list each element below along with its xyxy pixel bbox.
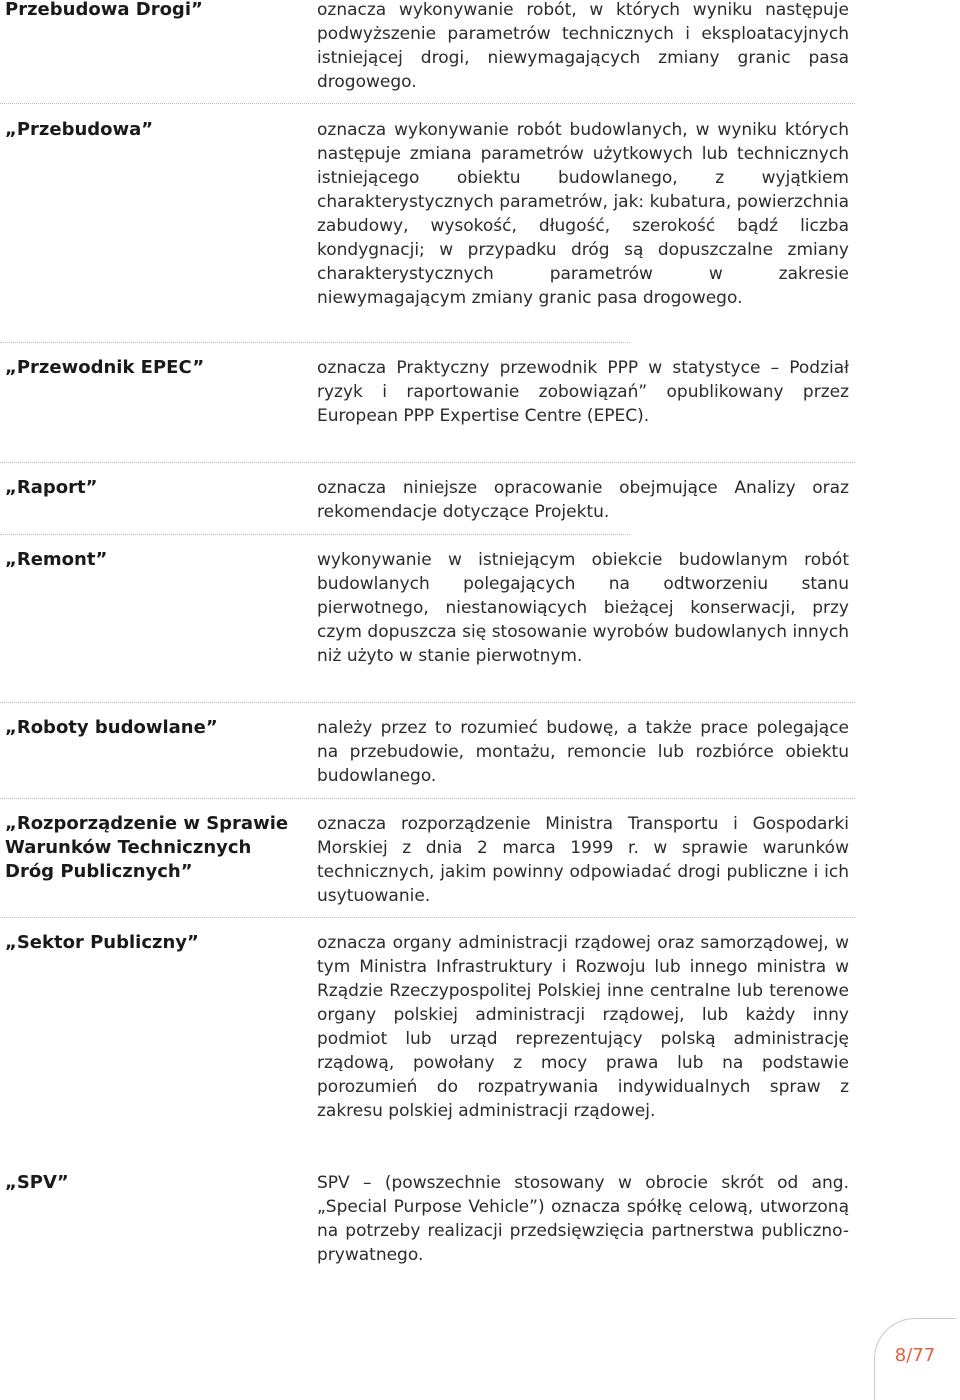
divider [0, 702, 855, 703]
divider [0, 462, 855, 463]
divider [0, 798, 855, 799]
term-label: „Rozporządzenie w Sprawie Warunków Technicznych Dróg Publicznych” [5, 813, 289, 882]
divider [0, 342, 630, 343]
term-label: „Przebudowa” [5, 119, 154, 140]
term-definition: należy przez to rozumieć budowę, a także prace polegające na przebudowie, montażu, remoncie lub rozbiórce obiektu budowlanego. [317, 718, 849, 786]
term-label: „Przewodnik EPEC” [5, 357, 205, 378]
term-definition: oznacza wykonywanie robót budowlanych, w wyniku których następuje zmiana parametrów użytkowych lub technicznych istniejącego obiektu budowlanego, z wyjątkiem charakterystycznych parametrów, jak: kubatura, powierzchnia zabudowy, wysokość, długość, szerokość bądź liczba kondygnacji; w przypadku dróg są dopuszczalne zmiany charakterystycznych parametrów w zakresie niewymagającym zmiany granic pasa drogowego. [317, 120, 849, 308]
divider [0, 103, 855, 104]
term-definition: oznacza niniejsze opracowanie obejmujące Analizy oraz rekomendacje dotyczące Projektu. [317, 478, 849, 522]
divider [0, 534, 630, 535]
term-label: „SPV” [5, 1172, 69, 1193]
term-definition: oznacza Praktyczny przewodnik PPP w statystyce – Podział ryzyk i raportowanie zobowiązań” opublikowany przez European PPP Expertise Centre (EPEC). [317, 358, 849, 426]
term-label: „Sektor Publiczny” [5, 932, 199, 953]
term-label: „Remont” [5, 549, 108, 570]
page-number: 8/77 [894, 1345, 936, 1366]
term-label: Przebudowa Drogi” [5, 0, 203, 20]
term-definition: SPV – (powszechnie stosowany w obrocie skrót od ang. „Special Purpose Vehicle”) oznacza spółkę celową, utworzoną na potrzeby realizacji przedsięwzięcia partnerstwa publiczno-prywatnego. [317, 1173, 849, 1265]
term-definition: wykonywanie w istniejącym obiekcie budowlanym robót budowlanych polegających na odtworzeniu stanu pierwotnego, niestanowiących bieżącej konserwacji, przy czym dopuszcza się stosowanie wyrobów budowlanych innych niż użyto w stanie pierwotnym. [317, 550, 849, 666]
divider [0, 917, 855, 918]
term-label: „Roboty budowlane” [5, 717, 218, 738]
term-definition: oznacza organy administracji rządowej oraz samorządowej, w tym Ministra Infrastruktury i Rozwoju lub innego ministra w Rządzie Rzeczypospolitej Polskiej inne centralne lub terenowe organy polskiej administracji rządowej, lub każdy inny podmiot lub urząd reprezentujący polską administrację rządową, powołany z mocy prawa lub na podstawie porozumień do rozpatrywania indywidualnych spraw z zakresu polskiej administracji rządowej. [317, 933, 849, 1121]
term-label: „Raport” [5, 477, 98, 498]
term-definition: oznacza wykonywanie robót, w których wyniku następuje podwyższenie parametrów technicznych i eksploatacyjnych istniejącej drogi, niewymagających zmiany granic pasa drogowego. [317, 0, 849, 92]
term-definition: oznacza rozporządzenie Ministra Transportu i Gospodarki Morskiej z dnia 2 marca 1999 r. w sprawie warunków technicznych, jakim powinny odpowiadać drogi publiczne i ich usytuowanie. [317, 814, 849, 906]
